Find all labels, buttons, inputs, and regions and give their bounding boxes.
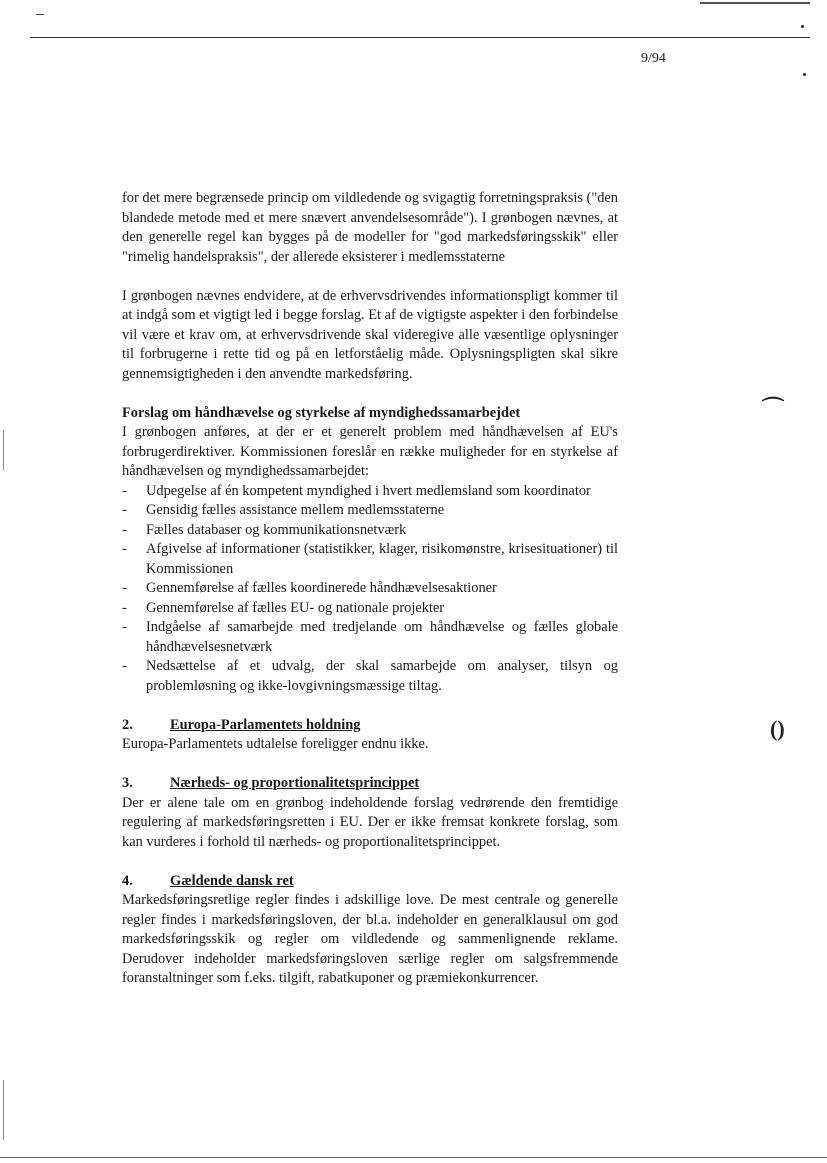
list-item: - Afgivelse af informationer (statistikker, klager, risikomønstre, krisesituationer) til Kommissionen — [122, 541, 618, 577]
body-paragraph: I grønbogen nævnes endvidere, at de erhvervsdrivendes informationspligt kommer til at indgå som et vigtigt led i begge forslag. Et af de vigtigste aspekter i den forbindelse vil være et krav om, at erhvervsdrivende skal videregive alle væsentlige oplysninger til forbrugerne i rette tid og på en letforståelig måde. Oplysningspligten skal sikre gennemsigtigheden i den anvendte markedsføring. — [122, 287, 618, 382]
scan-artifact-header-rule — [30, 37, 810, 38]
section-number: 4. — [122, 872, 133, 889]
list-item: - Indgåelse af samarbejde med tredjelande om håndhævelse og fælles globale håndhævelsesnetværk — [122, 619, 618, 655]
scan-artifact-top-right — [700, 2, 810, 4]
scan-artifact-dot — [803, 73, 806, 76]
scan-artifact-dot — [801, 25, 804, 28]
list-item: - Nedsættelse af et udvalg, der skal samarbejde om analyser, tilsyn og problemløsning og ikke-lovgivningsmæssige tiltag. — [122, 658, 618, 694]
list-item: - Udpegelse af én kompetent myndighed i hvert medlemsland som koordinator — [122, 482, 591, 499]
list-item: - Gennemførelse af fælles EU- og nationale projekter — [122, 599, 445, 616]
body-paragraph: for det mere begrænsede princip om vildledende og svigagtig forretningspraksis ("den blandede metode med et mere snævert anvendelsesområde"). I grønbogen nævnes, at den generelle regel kan bygges på de modeller for "god markedsføringsskik" eller "rimelig handelspraksis", der allerede eksisterer i medlemsstaterne — [122, 190, 618, 265]
scan-artifact-mark — [36, 14, 44, 15]
section-number: 3. — [122, 775, 133, 791]
section-heading — [122, 872, 618, 892]
section-title: Gældende dansk ret — [170, 872, 294, 889]
enforcement-intro: I grønbogen anføres, at der er et generelt problem med håndhævelsen af EU's forbrugerdirektiver. Kommissionen foreslår en række muligheder for en styrkelse af håndhævelsen og myndighedssamarbejdet: — [122, 424, 618, 479]
list-item: - Gennemførelse af fælles koordinerede håndhævelsesaktioner — [122, 580, 497, 596]
section-heading — [122, 774, 618, 794]
section-heading — [122, 716, 618, 736]
section-body: Europa-Parlamentets udtalelse foreligger endnu ikke. — [122, 736, 429, 752]
scan-artifact-margin-line — [3, 430, 4, 470]
section-number: 2. — [122, 716, 133, 733]
scan-artifact-blot: () — [770, 716, 785, 741]
scan-artifact-blot: ⌒ — [762, 396, 785, 421]
document-body — [122, 189, 618, 989]
page-number: 9/94 — [641, 51, 666, 66]
scan-artifact-footer-rule — [0, 1157, 827, 1158]
section-title: Nærheds- og proportionalitetsprincippet — [170, 775, 420, 791]
list-item: - Gensidig fælles assistance mellem medlemsstaterne — [122, 502, 445, 518]
scan-artifact-margin-line — [3, 1080, 4, 1140]
section-body: Der er alene tale om en grønbog indeholdende forslag vedrørende den fremtidige regulering af markedsføringsretten i EU. Der er ikke fremsat konkrete forslag, som kan vurderes i forhold til nærheds- og proportionalitetsprincippet. — [122, 794, 618, 850]
enforcement-heading: Forslag om håndhævelse og styrkelse af myndighedssamarbejdet — [122, 404, 521, 421]
section-body: Markedsføringsretlige regler findes i adskillige love. De mest centrale og generelle regler findes i markedsføringsloven, der bl.a. indeholder en generalklausul om god markedsføringsskik og regler om vildledende og sammenlignende reklame. Derudover indeholder markedsføringsloven særlige regler om salgsfremmende foranstaltninger som f.eks. tilgift, rabatkuponer og præmiekonkurrencer. — [122, 892, 618, 986]
section-title: Europa-Parlamentets holdning — [170, 716, 361, 733]
list-item: - Fælles databaser og kommunikationsnetværk — [122, 521, 407, 538]
enforcement-list — [122, 482, 618, 697]
